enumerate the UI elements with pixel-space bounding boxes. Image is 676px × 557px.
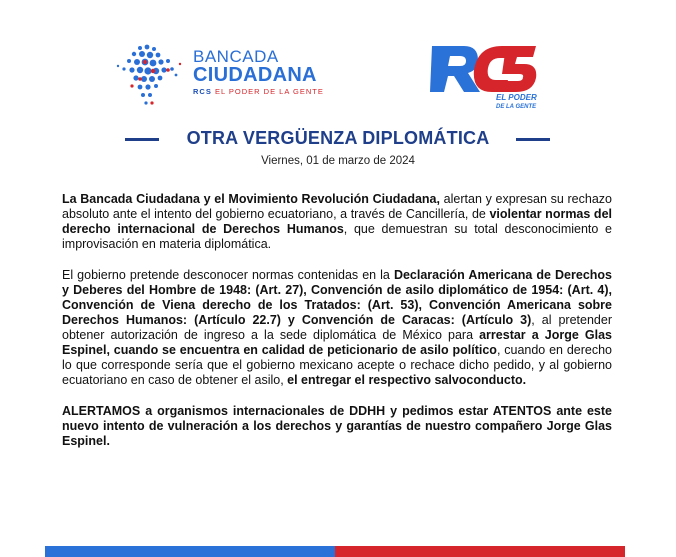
heading-row: [0, 128, 676, 150]
brand-line-1: BANCADA: [193, 47, 279, 66]
text-run: , cuando en derecho lo que corresponde sería que el gobierno mexicano acepte o rechace dicho pedido, y al gobierno ecuatoriano en caso de obtener el asilo,: [62, 343, 612, 387]
rc5-tagline-1: EL PODER: [496, 93, 537, 102]
footer-bar-blue: [45, 546, 335, 557]
bold-text-run: ALERTAMOS a organismos internacionales de DDHH y pedimos estar ATENTOS ante este nuevo intento de vulneración a los derechos y garantías de nuestro compañero Jorge Glas Espinel.: [62, 404, 612, 448]
brand-tagline-rcs: RCS: [193, 87, 212, 96]
paragraph-1: [62, 192, 612, 252]
paragraph-2: [62, 268, 612, 388]
text-run: , que demuestran su total desconocimiento e improvisación en materia diplomática.: [62, 222, 613, 251]
paragraph-3: [62, 404, 612, 449]
rc5-tagline-2: DE LA GENTE: [496, 104, 537, 110]
rc5-mark-icon: [428, 40, 538, 112]
brand-tagline-text: EL PODER DE LA GENTE: [214, 87, 324, 96]
heading-rule-right: [516, 138, 550, 141]
text-run: alertan y expresan su rechazo absoluto ante el intento del gobierno ecuatoriano, a través de Cancillería, de: [62, 192, 612, 221]
bancada-ciudadana-wordmark: [193, 48, 324, 96]
bold-text-run: el entregar el respectivo salvoconducto.: [287, 373, 527, 387]
heading-rule-left: [125, 138, 159, 141]
footer-bar-red: [335, 546, 625, 557]
brand-line-2: CIUDADANA: [193, 64, 317, 86]
statement-body: [62, 192, 612, 465]
bold-text-run: violentar normas del derecho internacional de Derechos Humanos: [62, 207, 612, 236]
rc5-logo: [428, 40, 538, 112]
dotted-globe-icon: [110, 42, 190, 112]
text-run: , al pretender obtener autorización de ingreso a la sede diplomática de México para: [62, 313, 612, 342]
bold-text-run: arrestar a Jorge Glas Espinel, cuando se encuentra en calidad de peticionario de asilo político: [62, 328, 613, 357]
bold-text-run: Declaración Americana de Derechos y Deberes del Hombre de 1948: (Art. 27), Convención de asilo diplomático de 1954: (Art. 4), Convención de Viena derecho de los Tratados: (Art. 53), Convención Americana sobre Derechos Humanos: (Artículo 22.7) y Convención de Caracas: (Artículo 3): [62, 268, 612, 327]
text-run: El gobierno pretende desconocer normas contenidas en la: [62, 268, 394, 282]
brand-tagline: [193, 87, 324, 96]
bold-text-run: La Bancada Ciudadana y el Movimiento Revolución Ciudadana,: [62, 192, 440, 206]
page-title: OTRA VERGÜENZA DIPLOMÁTICA: [186, 128, 490, 148]
bancada-ciudadana-logo: [110, 42, 340, 112]
footer-color-bar: [45, 546, 625, 557]
publication-date: Viernes, 01 de marzo de 2024: [261, 155, 415, 167]
